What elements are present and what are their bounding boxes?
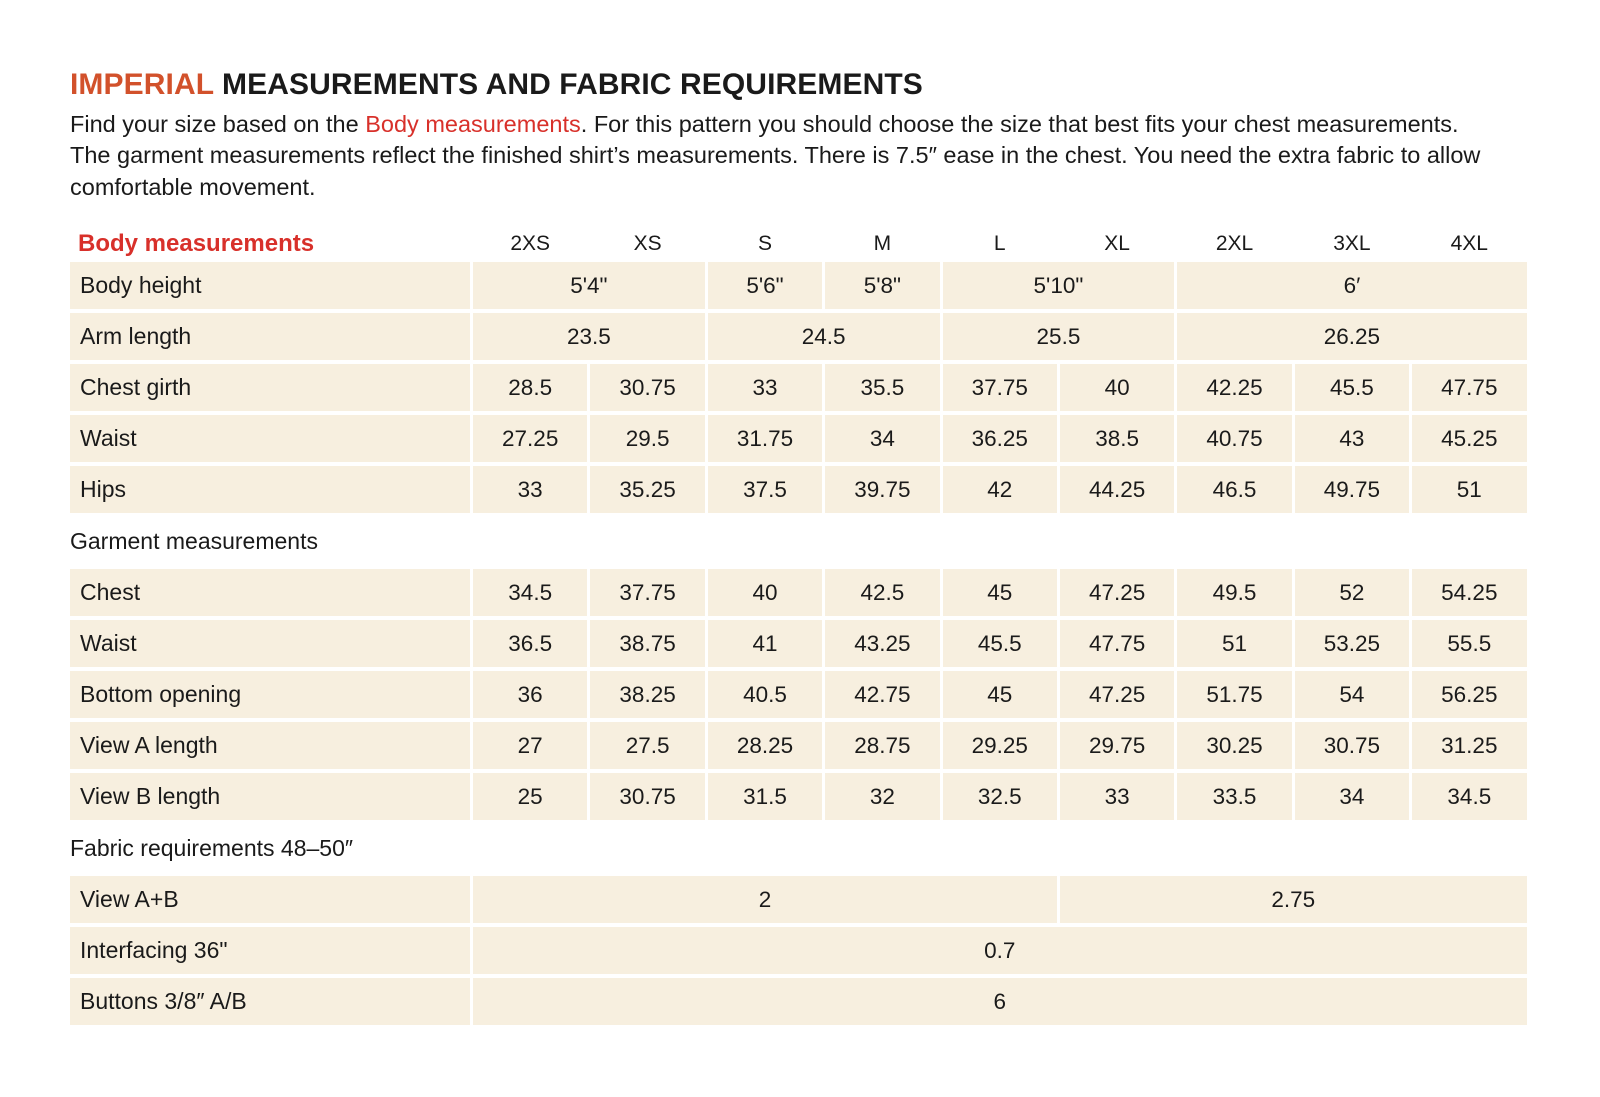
table-row	[70, 620, 1527, 667]
table-row	[70, 671, 1527, 718]
fabric-requirements-section	[70, 824, 1527, 872]
measurement-cell: 34.5	[1412, 773, 1526, 820]
measurement-cell: 41	[708, 620, 822, 667]
measurement-cell: 36.25	[943, 415, 1057, 462]
measurement-cell: 46.5	[1177, 466, 1291, 513]
measurement-cell: 55.5	[1412, 620, 1526, 667]
table-row	[70, 927, 1527, 974]
measurement-cell: 33	[473, 466, 587, 513]
size-column-header: 2XL	[1215, 232, 1254, 256]
measurement-cell: 28.25	[708, 722, 822, 769]
measurements-table	[67, 226, 1530, 1029]
measurement-cell: 43	[1295, 415, 1409, 462]
measurement-cell: 35.25	[590, 466, 704, 513]
measurement-cell: 6	[473, 978, 1527, 1025]
measurement-cell: 27.5	[590, 722, 704, 769]
measurement-cell: 34.5	[473, 569, 587, 616]
row-label: Buttons 3/8″ A/B	[70, 978, 470, 1025]
size-column-header: 2XS	[510, 232, 551, 256]
measurement-cell: 56.25	[1412, 671, 1526, 718]
measurement-cell: 5'6"	[708, 262, 822, 309]
measurement-cell: 45	[943, 671, 1057, 718]
measurement-cell: 34	[825, 415, 939, 462]
measurement-cell: 30.75	[590, 364, 704, 411]
measurement-cell: 29.5	[590, 415, 704, 462]
measurement-cell: 35.5	[825, 364, 939, 411]
measurement-cell: 29.75	[1060, 722, 1174, 769]
measurement-cell: 53.25	[1295, 620, 1409, 667]
measurement-cell: 44.25	[1060, 466, 1174, 513]
row-label: View A+B	[70, 876, 470, 923]
measurement-cell: 25.5	[943, 313, 1175, 360]
table-row	[70, 415, 1527, 462]
row-label: Waist	[70, 620, 470, 667]
measurement-cell: 40	[708, 569, 822, 616]
measurement-cell: 47.25	[1060, 569, 1174, 616]
measurement-cell: 47.75	[1060, 620, 1174, 667]
intro-highlight: Body measurements	[365, 110, 581, 137]
size-column-header: L	[993, 232, 1006, 256]
measurement-cell: 51.75	[1177, 671, 1291, 718]
size-column-header: S	[757, 232, 772, 256]
garment-measurements-section-label: Garment measurements	[70, 527, 318, 554]
measurement-cell: 28.5	[473, 364, 587, 411]
measurement-cell: 25	[473, 773, 587, 820]
measurement-cell: 5'10"	[943, 262, 1175, 309]
row-label: View A length	[70, 722, 470, 769]
measurement-cell: 37.5	[708, 466, 822, 513]
size-column-header: XS	[633, 232, 662, 256]
measurement-cell: 45.5	[943, 620, 1057, 667]
measurement-cell: 38.25	[590, 671, 704, 718]
measurement-cell: 33.5	[1177, 773, 1291, 820]
measurement-cell: 42.25	[1177, 364, 1291, 411]
row-label: Chest girth	[70, 364, 470, 411]
intro-paragraph	[70, 109, 1500, 205]
measurement-cell: 30.75	[590, 773, 704, 820]
measurement-cell: 23.5	[473, 313, 705, 360]
row-label: Chest	[70, 569, 470, 616]
measurement-cell: 37.75	[943, 364, 1057, 411]
measurement-cell: 43.25	[825, 620, 939, 667]
measurement-cell: 40.75	[1177, 415, 1291, 462]
measurement-cell: 49.75	[1295, 466, 1409, 513]
measurement-cell: 29.25	[943, 722, 1057, 769]
measurement-cell: 30.75	[1295, 722, 1409, 769]
row-label: Interfacing 36"	[70, 927, 470, 974]
measurement-cell: 36.5	[473, 620, 587, 667]
measurement-cell: 51	[1177, 620, 1291, 667]
measurement-cell: 47.75	[1412, 364, 1526, 411]
measurement-cell: 28.75	[825, 722, 939, 769]
measurement-cell: 47.25	[1060, 671, 1174, 718]
measurement-cell: 45	[943, 569, 1057, 616]
measurement-cell: 33	[1060, 773, 1174, 820]
measurement-cell: 42	[943, 466, 1057, 513]
measurement-cell: 34	[1295, 773, 1409, 820]
measurement-cell: 52	[1295, 569, 1409, 616]
measurement-cell: 45.25	[1412, 415, 1526, 462]
size-column-header: 4XL	[1450, 232, 1488, 256]
measurement-cell: 54	[1295, 671, 1409, 718]
measurement-cell: 36	[473, 671, 587, 718]
row-label: Arm length	[70, 313, 470, 360]
measurement-cell: 27.25	[473, 415, 587, 462]
page-title-accent: IMPERIAL	[70, 68, 214, 101]
row-label: Hips	[70, 466, 470, 513]
table-row	[70, 773, 1527, 820]
table-row	[70, 978, 1527, 1025]
measurement-cell: 51	[1412, 466, 1526, 513]
measurement-cell: 38.5	[1060, 415, 1174, 462]
garment-measurements-section	[70, 517, 1527, 565]
measurement-cell: 6′	[1177, 262, 1526, 309]
measurement-cell: 37.75	[590, 569, 704, 616]
table-row	[70, 466, 1527, 513]
measurement-cell: 31.75	[708, 415, 822, 462]
measurement-cell: 42.75	[825, 671, 939, 718]
measurement-cell: 27	[473, 722, 587, 769]
measurement-cell: 2	[473, 876, 1057, 923]
measurement-cell: 26.25	[1177, 313, 1526, 360]
table-row	[70, 313, 1527, 360]
table-header-row	[70, 230, 1527, 258]
fabric-requirements-section-label: Fabric requirements 48–50″	[70, 834, 354, 861]
row-label: Body height	[70, 262, 470, 309]
page-title-rest: MEASUREMENTS AND FABRIC REQUIREMENTS	[213, 68, 923, 101]
measurement-cell: 49.5	[1177, 569, 1291, 616]
row-label: Bottom opening	[70, 671, 470, 718]
measurement-cell: 2.75	[1060, 876, 1527, 923]
measurement-cell: 32	[825, 773, 939, 820]
size-column-header: XL	[1104, 232, 1130, 256]
measurement-cell: 31.5	[708, 773, 822, 820]
row-label: View B length	[70, 773, 470, 820]
measurement-cell: 54.25	[1412, 569, 1526, 616]
measurement-cell: 30.25	[1177, 722, 1291, 769]
intro-part-1: Find your size based on the	[70, 110, 366, 137]
row-label: Waist	[70, 415, 470, 462]
table-row	[70, 569, 1527, 616]
measurement-cell: 24.5	[708, 313, 940, 360]
measurement-cell: 33	[708, 364, 822, 411]
measurement-cell: 5'8"	[825, 262, 939, 309]
measurement-cell: 31.25	[1412, 722, 1526, 769]
measurement-cell: 5'4"	[473, 262, 705, 309]
measurement-cell: 32.5	[943, 773, 1057, 820]
measurement-cell: 45.5	[1295, 364, 1409, 411]
measurement-cell: 0.7	[473, 927, 1527, 974]
size-column-header: 3XL	[1333, 232, 1371, 256]
measurement-cell: 40	[1060, 364, 1174, 411]
page-title	[70, 68, 1528, 103]
table-row	[70, 876, 1527, 923]
table-row	[70, 722, 1527, 769]
measurement-cell: 42.5	[825, 569, 939, 616]
measurement-cell: 38.75	[590, 620, 704, 667]
measurement-cell: 40.5	[708, 671, 822, 718]
table-row	[70, 262, 1527, 309]
table-row	[70, 364, 1527, 411]
table-header-label: Body measurements	[78, 230, 315, 258]
intro-part-2: . For this pattern you should choose the size that best fits your chest measurements. The garment measurements reflect the finished shirt’s measurements. There is 7.5″ ease in the chest. You need the extra fabric to allow comfortable movement.	[70, 110, 1481, 201]
size-column-header: M	[873, 232, 892, 256]
measurement-cell: 39.75	[825, 466, 939, 513]
